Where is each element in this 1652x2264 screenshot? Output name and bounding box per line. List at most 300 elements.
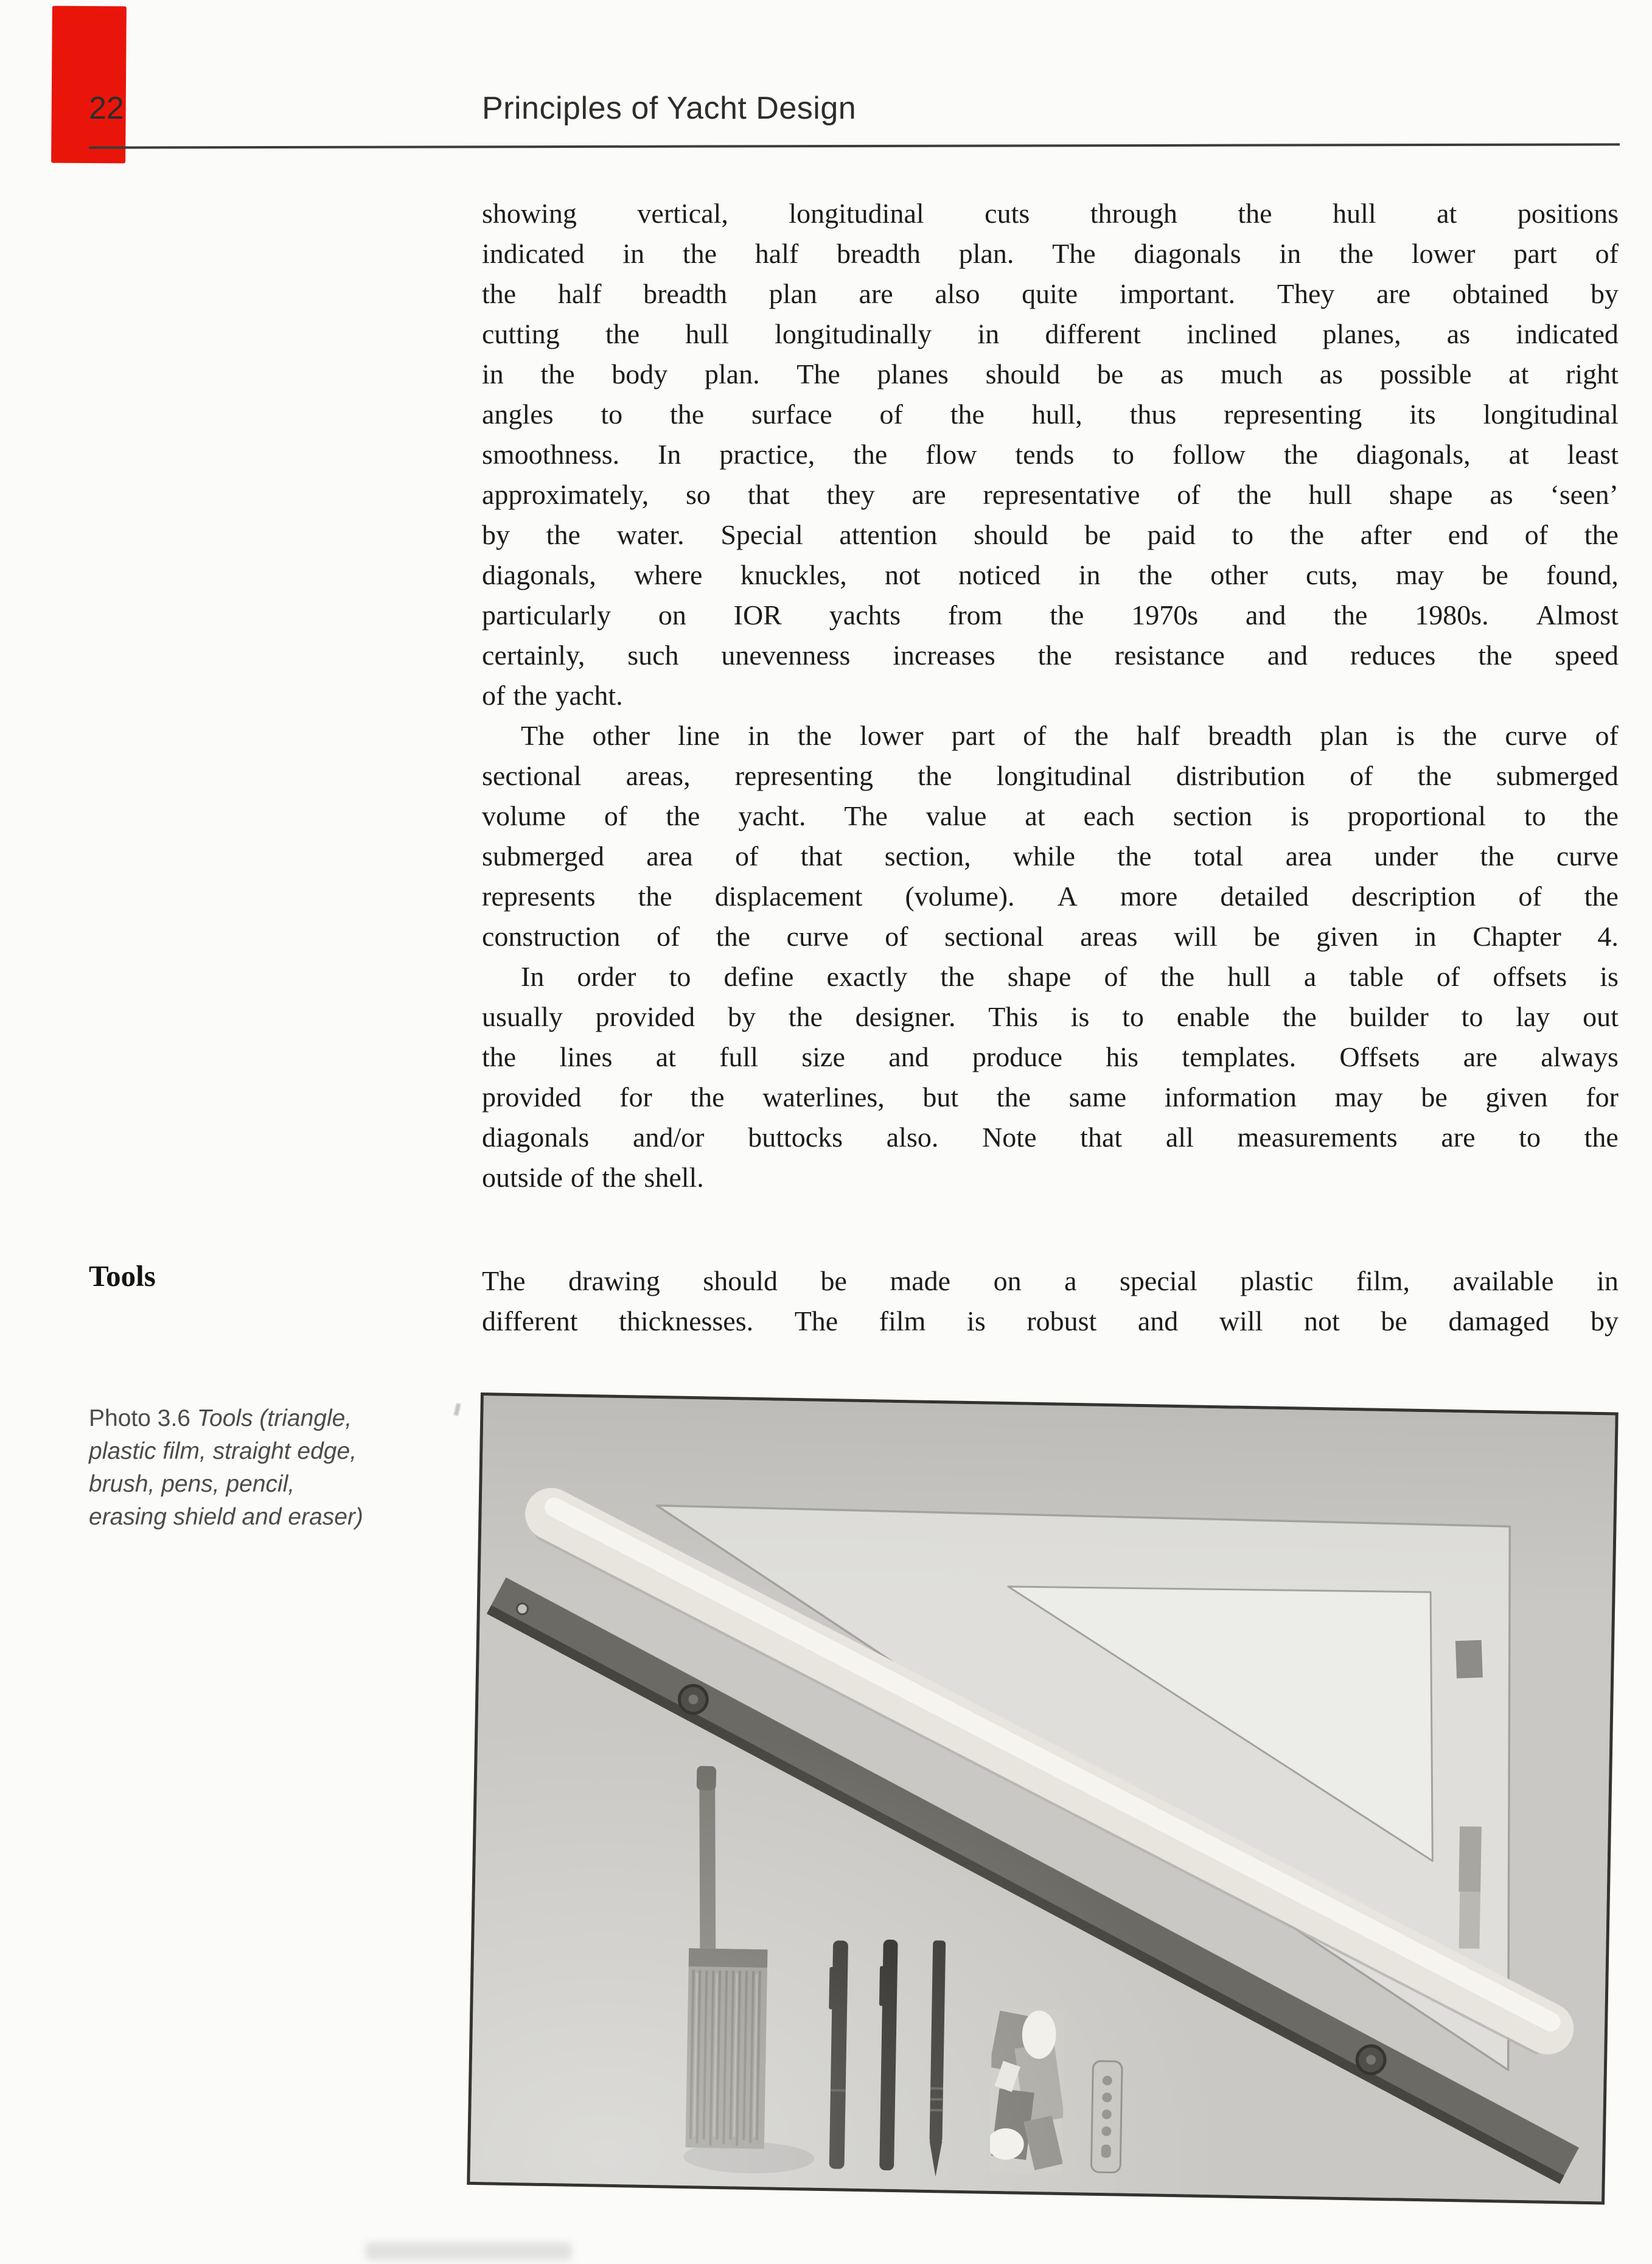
word: provided (482, 1081, 582, 1113)
caption-italic-text: Tools (triangle, (197, 1405, 352, 1431)
word: submerged (1496, 760, 1619, 791)
word: the (605, 318, 640, 349)
word: of (1595, 720, 1619, 751)
word: for (619, 1081, 652, 1113)
word: different (482, 1305, 578, 1336)
word: of (1436, 961, 1460, 992)
word: the (690, 1081, 725, 1113)
word: part (1513, 238, 1557, 269)
word: at (655, 1041, 676, 1072)
word: displacement (714, 881, 863, 912)
word: each (1083, 800, 1135, 831)
word: flow (925, 439, 977, 470)
word: value (925, 800, 987, 831)
caption-line (89, 1468, 478, 1501)
word: also. (886, 1122, 939, 1153)
word: the (950, 399, 985, 430)
word: surface (751, 399, 832, 430)
word: as (1319, 358, 1344, 390)
word: are (1376, 278, 1411, 309)
body-text-line (482, 1117, 1619, 1158)
body-text-line (482, 194, 1619, 234)
word: full (719, 1041, 759, 1072)
word: are (1463, 1041, 1497, 1072)
word: the (1339, 238, 1374, 269)
word: of (1023, 720, 1047, 751)
word: that (1080, 1122, 1123, 1153)
word: This (988, 1001, 1039, 1032)
word: the (1584, 1122, 1619, 1153)
word: Almost (1536, 599, 1619, 631)
word: of (604, 800, 628, 831)
word: quite (1022, 278, 1078, 309)
word: paid (1147, 519, 1196, 550)
body-text-line (482, 234, 1619, 274)
word: lower (860, 720, 924, 751)
word: yachts (829, 599, 901, 631)
word: right (1566, 358, 1619, 390)
word: yacht. (555, 680, 623, 711)
word: from (948, 599, 1003, 631)
word: practice, (719, 439, 815, 470)
body-text-line (482, 917, 1619, 957)
word: represents (482, 881, 596, 912)
word: the (1237, 479, 1272, 510)
word: cutting (482, 318, 560, 349)
running-title: Principles of Yacht Design (482, 91, 857, 126)
word: be (1421, 1081, 1448, 1113)
word: curve (1505, 720, 1567, 751)
word: is (1600, 961, 1619, 992)
word: as (1446, 318, 1471, 349)
word: the (666, 800, 700, 831)
word: the (682, 238, 717, 269)
word: as (1490, 479, 1513, 510)
word: water. (616, 519, 685, 550)
word: in (748, 720, 770, 751)
word: Chapter (1473, 921, 1561, 952)
word: resistance (1114, 640, 1225, 671)
word: half (755, 238, 799, 269)
word: the (482, 1041, 517, 1072)
word: a (1064, 1265, 1077, 1296)
word: (volume). (905, 881, 1015, 912)
word: hull (685, 318, 729, 349)
word: lines (559, 1041, 613, 1072)
word: the (1138, 559, 1173, 590)
word: The (521, 720, 565, 751)
word: the (1584, 881, 1619, 912)
word: out (1583, 1001, 1619, 1032)
word: yacht. (738, 800, 806, 831)
word: plan. (704, 358, 760, 390)
word: size (801, 1041, 845, 1072)
word: IOR (733, 599, 782, 631)
word: least (1567, 439, 1619, 470)
word: representing (734, 760, 874, 791)
word: the (1037, 640, 1072, 671)
word: and (1245, 599, 1286, 631)
word: is (1070, 1001, 1090, 1032)
word: the (669, 399, 705, 430)
word: to (601, 399, 623, 430)
word: other (1210, 559, 1268, 590)
word: the (1282, 1001, 1317, 1032)
word: the (1283, 439, 1319, 470)
word: speed (1555, 640, 1619, 671)
word: plastic (1240, 1265, 1314, 1296)
word: be (1482, 559, 1508, 590)
word: shape (1007, 961, 1072, 992)
word: description (1351, 881, 1476, 912)
word: follow (1172, 439, 1246, 470)
word: longitudinal (1483, 399, 1619, 430)
word: of (1518, 881, 1542, 912)
word: given (1316, 921, 1379, 952)
word: a (1303, 961, 1317, 992)
word: vertical, (637, 198, 728, 229)
word: much (1220, 358, 1283, 390)
word: information (1164, 1081, 1297, 1113)
word: the (546, 519, 580, 550)
word: indicated (1516, 318, 1619, 349)
word: breadth (643, 278, 727, 309)
body-text-line (482, 1077, 1619, 1117)
word: important. (1119, 278, 1236, 309)
word: the (1584, 800, 1619, 831)
word: of (735, 840, 759, 872)
body-text-line (482, 756, 1619, 796)
word: longitudinal (996, 760, 1132, 791)
word: the (1417, 760, 1452, 791)
word: on (658, 599, 686, 631)
word: the (540, 358, 575, 390)
word: the (482, 278, 517, 309)
header-rule (89, 143, 1620, 148)
word: cuts (985, 198, 1030, 229)
caption-italic-text: erasing shield and eraser) (89, 1504, 363, 1530)
word: area (646, 840, 693, 872)
word: on (993, 1265, 1022, 1296)
word: approximately, (482, 479, 649, 510)
body-text-line (482, 676, 1619, 716)
word: attention (839, 519, 938, 550)
word: The (482, 1265, 526, 1296)
body-text-line (482, 1037, 1619, 1077)
word: the (1238, 198, 1272, 229)
body-text-line (482, 716, 1619, 756)
word: 1970s (1131, 599, 1199, 631)
word: given (1485, 1081, 1548, 1113)
word: section (1173, 800, 1253, 831)
word: diagonals, (1356, 439, 1471, 470)
word: distribution (1176, 760, 1306, 791)
word: the (797, 720, 832, 751)
word: the (1117, 840, 1152, 872)
word: measurements (1237, 1122, 1398, 1153)
caption-line (89, 1402, 478, 1435)
word: offsets (1493, 961, 1567, 992)
word: his (1106, 1041, 1139, 1072)
word: the (788, 1001, 823, 1032)
body-text-line (482, 515, 1619, 555)
word: at (1508, 439, 1529, 470)
word: by (1591, 1305, 1619, 1336)
word: diagonals (482, 1122, 590, 1153)
word: the (602, 1162, 636, 1193)
word: be (1253, 921, 1280, 952)
word: representative (983, 479, 1140, 510)
word: of (1177, 479, 1201, 510)
tools-text-line (482, 1261, 1619, 1301)
word: order (577, 961, 636, 992)
word: shell. (644, 1162, 704, 1193)
word: reduces (1350, 640, 1436, 671)
word: define (723, 961, 794, 992)
word: the (1443, 720, 1477, 751)
word: where (634, 559, 703, 590)
word: is (967, 1305, 986, 1336)
word: usually (482, 1001, 563, 1032)
word: at (1437, 198, 1457, 229)
word: not (884, 559, 921, 590)
body-text-line (482, 314, 1619, 354)
word: The (1052, 238, 1096, 269)
word: planes (877, 358, 949, 390)
word: line (678, 720, 720, 751)
word: lay (1516, 1001, 1550, 1032)
word: provided (595, 1001, 695, 1032)
word: are (859, 278, 893, 309)
word: construction (482, 921, 621, 952)
word: ‘seen’ (1550, 479, 1619, 510)
tools-paragraph (482, 1261, 1619, 1341)
word: plan (768, 278, 817, 309)
word: certainly, (482, 640, 585, 671)
word: outside (482, 1162, 563, 1193)
word: of (1104, 961, 1127, 992)
word: plan (1320, 720, 1368, 751)
word: to (1524, 800, 1546, 831)
word: not (1304, 1305, 1340, 1336)
word: In (521, 961, 545, 992)
word: Note (982, 1122, 1037, 1153)
word: sectional (482, 760, 582, 791)
word: in (1414, 921, 1437, 952)
word: hull (1308, 479, 1353, 510)
body-text-line (482, 635, 1619, 676)
word: angles (482, 399, 554, 430)
next-page-bleed-smudge (365, 2242, 572, 2260)
word: should (974, 519, 1048, 550)
caption-italic-text: plastic film, straight edge, (89, 1438, 357, 1464)
word: film (879, 1305, 926, 1336)
word: and (1137, 1305, 1179, 1336)
word: to (1461, 1001, 1483, 1032)
word: available (1452, 1265, 1554, 1296)
word: the (716, 921, 750, 952)
tools-text-line (482, 1301, 1619, 1341)
word: increases (893, 640, 995, 671)
word: sectional (944, 921, 1044, 952)
word: so (686, 479, 711, 510)
word: possible (1379, 358, 1472, 390)
word: and (888, 1041, 929, 1072)
word: table (1349, 961, 1404, 992)
word: to (1519, 1122, 1541, 1153)
word: cuts, (1306, 559, 1358, 590)
word: always (1541, 1041, 1619, 1072)
word: waterlines, (762, 1081, 885, 1113)
body-text-line (482, 394, 1619, 435)
word: may (1334, 1081, 1383, 1113)
word: by (727, 1001, 756, 1032)
word: the (1160, 961, 1195, 992)
word: special (1120, 1265, 1197, 1296)
word: but (922, 1081, 959, 1113)
body-text-line (482, 997, 1619, 1037)
word: should (985, 358, 1061, 390)
photo-caption (89, 1402, 478, 1534)
word: the (940, 961, 975, 992)
body-text-line (482, 595, 1619, 635)
word: detailed (1220, 881, 1309, 912)
word: smoothness. (482, 439, 620, 470)
word: noticed (958, 559, 1041, 590)
word: after (1360, 519, 1412, 550)
word: will (1219, 1305, 1263, 1336)
word: will (1174, 921, 1218, 952)
word: are (911, 479, 946, 510)
word: enable (1176, 1001, 1250, 1032)
word: A (1057, 881, 1078, 912)
word: curve (1556, 840, 1619, 872)
word: be (1084, 519, 1111, 550)
word: other (592, 720, 650, 751)
word: film, (1356, 1265, 1410, 1296)
word: the (1074, 720, 1109, 751)
word: to (1232, 519, 1254, 550)
word: longitudinal (789, 198, 924, 229)
word: The (796, 358, 840, 390)
word: knuckles, (740, 559, 847, 590)
word: at (1025, 800, 1045, 831)
word: of (1350, 760, 1373, 791)
word: that (800, 840, 843, 872)
word: unevenness (721, 640, 851, 671)
word: of (885, 921, 908, 952)
word: to (669, 961, 691, 992)
word: breadth (1208, 720, 1292, 751)
word: of (879, 399, 903, 430)
body-text-line (482, 796, 1619, 836)
word: they (826, 479, 875, 510)
word: the (1584, 519, 1619, 550)
body-text-column (482, 194, 1619, 1198)
word: buttocks (748, 1122, 843, 1153)
word: of (1595, 238, 1619, 269)
word: hull (1333, 198, 1376, 229)
word: The (844, 800, 888, 831)
word: The (794, 1305, 838, 1336)
word: in (622, 238, 645, 269)
word: thicknesses. (619, 1305, 754, 1336)
word: made (890, 1265, 951, 1296)
word: positions (1517, 198, 1619, 229)
word: robust (1026, 1305, 1097, 1336)
word: are (1441, 1122, 1476, 1153)
page-number: 22 (89, 91, 124, 126)
word: the (1480, 840, 1514, 872)
section-heading-tools: Tools (89, 1259, 156, 1293)
word: inclined (1187, 318, 1277, 349)
word: volume (482, 800, 566, 831)
word: showing (482, 198, 577, 229)
red-scan-artifact (51, 6, 127, 164)
word: more (1120, 881, 1178, 912)
word: the (853, 439, 888, 470)
word: under (1374, 840, 1438, 872)
word: drawing (568, 1265, 660, 1296)
word: the (513, 680, 548, 711)
word: area (1285, 840, 1333, 872)
word: at (1508, 358, 1529, 390)
word: builder (1349, 1001, 1429, 1032)
word: Offsets (1339, 1041, 1420, 1072)
word: produce (972, 1041, 1063, 1072)
word: tends (1015, 439, 1075, 470)
body-text-line (482, 836, 1619, 876)
word: in (1078, 559, 1101, 590)
word: indicated (482, 238, 585, 269)
word: be (1381, 1305, 1407, 1336)
word: should (703, 1265, 778, 1296)
word: submerged (482, 840, 605, 872)
word: the (1050, 599, 1084, 631)
word: same (1068, 1081, 1127, 1113)
word: in (1597, 1265, 1619, 1296)
word: and/or (632, 1122, 705, 1153)
word: areas, (626, 760, 691, 791)
word: planes, (1322, 318, 1401, 349)
word: half (1136, 720, 1180, 751)
word: curve (786, 921, 849, 952)
word: damaged (1448, 1305, 1550, 1336)
word: 1980s. (1415, 599, 1489, 631)
word: of (1524, 519, 1549, 550)
word: obtained (1452, 278, 1549, 309)
word: proportional (1347, 800, 1486, 831)
word: of (656, 921, 680, 952)
word: part (951, 720, 995, 751)
body-text-line (482, 1158, 1619, 1198)
word: templates. (1182, 1041, 1297, 1072)
word: hull (1227, 961, 1271, 992)
word: as (1160, 358, 1184, 390)
body-text-line (482, 555, 1619, 595)
word: also (935, 278, 980, 309)
word: shape (1389, 479, 1453, 510)
word: body (612, 358, 668, 390)
word: is (1396, 720, 1415, 751)
word: Special (720, 519, 803, 550)
word: to (1112, 439, 1135, 470)
word: different (1045, 318, 1141, 349)
word: They (1277, 278, 1335, 309)
caption-label: Photo 3.6 (89, 1405, 197, 1431)
word: for (1586, 1081, 1619, 1113)
word: areas (1080, 921, 1138, 952)
